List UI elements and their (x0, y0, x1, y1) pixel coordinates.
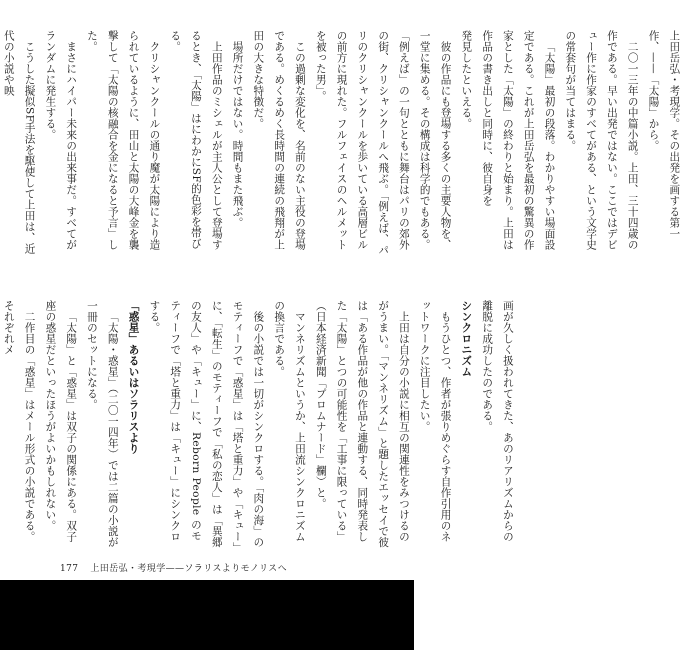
paragraph: 上田作品のミシェルが主人公として登場するとき、「太陽」はにわかにSF的色彩を帯びる。 (169, 30, 223, 250)
paragraph: 二〇一三年の中篇小説。上田、三十四歳の作である。早い出発ではない。ここではデビュー作に作家のすべてがある、という文学史の常套句が当てはまる。 (564, 30, 639, 250)
paragraph: 上田岳弘・考現学。その出発を画する第一作、——「太陽」から。 (647, 30, 681, 239)
paragraph: 発見したといえる。 (460, 30, 473, 129)
paragraph: 「太陽」最初の段落。わかりやすい場面設定である。これが上田岳弘を最初の驚異の作家とした「太陽」の終わりと始まり。上田は作品の書き出しと同時に、彼自身を (481, 30, 556, 250)
paragraph: こうした擬似SF手法を駆使して上田は、近代の小説や映 (2, 30, 36, 255)
paragraph: 画が久しく扱われてきた、あのリアリズムからの離脱に成功したのである。 (481, 300, 514, 542)
paragraph: 二作目の「惑星」はメール形式の小説である。それぞれメ (2, 300, 36, 542)
paragraph: まさにハイパー未来の出来事だ。すべてがランダムに発生する。 (44, 30, 78, 250)
paragraph: 「太陽」と「惑星」は双子の関係にある。双子座の惑星だといったほうがよいかもしれない。 (44, 300, 78, 542)
paragraph: この過剰な変化を、名前のない主役の登場である。めくるめく長時間の連続の飛翔が上田の大きな特徴だ。 (252, 30, 306, 250)
paragraph: 彼の作品にも登場する多くの主要人物を、一堂に集める。その構成は科学的でもある。「例えば」の一句とともに舞台はパリの郊外の街、クリシャンクールへ飛ぶ。「例えば、パリのクリシャンクールを歩いている高層ビルの前方に現れた。フルフェイスのヘルメットを被った男」。 (314, 30, 452, 256)
page-number: 177 (60, 564, 79, 574)
section-heading: シンクロニズム (460, 300, 473, 377)
paragraph: マンネリズムというか、上田流シンクロニズムの換言である。 (273, 300, 306, 542)
paragraph: 後の小説では一切がシンクロする。「肉の海」のモティーフで「惑星」は「塔と重力」や「キュー」に、「転生」のモティーフで「私の恋人」は「異郷の友人」や「キュー」に、Reborn People のモティーフで「塔と重力」は「キュー」にシンクロする。 (148, 300, 265, 548)
paragraph: 「太陽・惑星」（二〇一四年）では二篇の小説が一冊のセットになる。 (85, 300, 119, 548)
page-footer (60, 561, 287, 574)
paragraph: クリシャンクールの通り魔が太陽により造られているように、田山と太陽の大峰金を襲撃して「太陽の核融合を金になると予言」した。 (85, 30, 161, 250)
paragraph: 上田は自分の小説に相互の関連性をみつけるのがうまい。「マンネリズム」と題したエッセイで彼は「ある作品が他の作品と連動する、同時発表した「太陽」とつの可能性を「工事に限っている」（日本経済新聞「プロムナード」欄）と。 (314, 300, 410, 548)
paragraph: 場所だけではない。時間もまた飛ぶ。 (231, 40, 244, 228)
lower-text-block (0, 300, 514, 552)
bottom-bar (0, 580, 414, 650)
section-heading: 「惑星」あるいはソラリスより (127, 300, 140, 454)
upper-text-block (0, 30, 681, 260)
paragraph: もうひとつ、作者が張りめぐらす自作引用のネットワークに注目したい。 (418, 300, 452, 542)
running-title: 上田岳弘・考現学——ソラリスよりモノリスへ (90, 564, 287, 574)
